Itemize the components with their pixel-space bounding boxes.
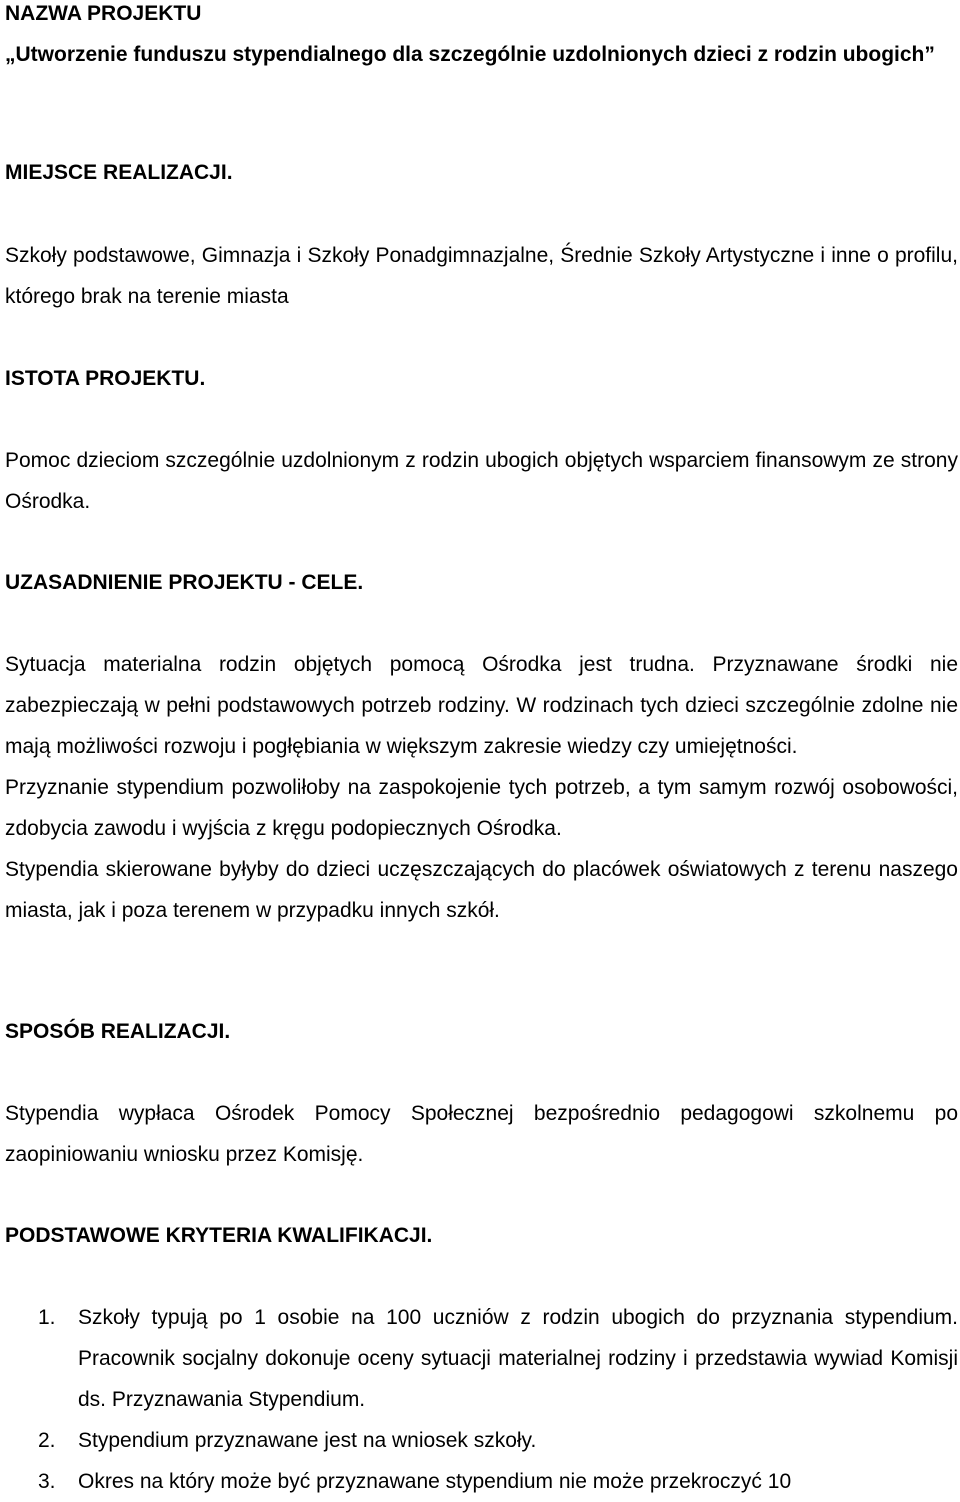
justification-text-block <box>5 644 958 931</box>
essence-heading: ISTOTA PROJEKTU. <box>5 367 206 390</box>
justification-heading: UZASADNIENIE PROJEKTU - CELE. <box>5 571 364 594</box>
list-item <box>38 1420 958 1461</box>
list-item-text: Stypendium przyznawane jest na wniosek szkoły. <box>78 1429 537 1452</box>
method-section <box>5 1011 958 1052</box>
essence-text: Pomoc dzieciom szczególnie uzdolnionym z rodzin ubogich objętych wsparciem finansowym ze strony Ośrodka. <box>5 449 958 513</box>
essence-text-block <box>5 440 958 522</box>
criteria-list <box>38 1297 958 1502</box>
list-item-number: 3. <box>38 1470 56 1493</box>
method-heading: SPOSÓB REALIZACJI. <box>5 1020 231 1043</box>
location-section <box>5 152 958 193</box>
location-text-block <box>5 235 958 317</box>
justification-paragraph: Stypendia skierowane byłyby do dzieci uczęszczających do placówek oświatowych z terenu naszego miasta, jak i poza terenem w przypadku innych szkół. <box>5 858 958 922</box>
method-text-block <box>5 1093 958 1175</box>
justification-paragraph: Sytuacja materialna rodzin objętych pomocą Ośrodka jest trudna. Przyznawane środki nie zabezpieczają w pełni podstawowych potrzeb rodziny. W rodzinach tych dzieci szczególnie zdolne nie mają możliwości rozwoju i pogłębiania w większym zakresie wiedzy czy umiejętności. <box>5 653 958 758</box>
list-item-text: Okres na który może być przyznawane stypendium nie może przekroczyć 10 <box>78 1470 792 1493</box>
list-item-number: 2. <box>38 1429 56 1452</box>
list-item-number: 1. <box>38 1306 56 1329</box>
list-item-text: Szkoły typują po 1 osobie na 100 uczniów z rodzin ubogich do przyznania stypendium. Pracownik socjalny dokonuje oceny sytuacji materialnej rodziny i przedstawia wywiad Komisji ds. Przyznawania Stypendium. <box>78 1306 958 1411</box>
location-heading: MIEJSCE REALIZACJI. <box>5 161 233 184</box>
list-item <box>38 1461 958 1502</box>
justification-section <box>5 562 958 603</box>
project-name-heading: NAZWA PROJEKTU <box>5 2 202 25</box>
project-name-section <box>5 0 958 75</box>
list-item <box>38 1297 958 1420</box>
location-text: Szkoły podstawowe, Gimnazja i Szkoły Ponadgimnazjalne, Średnie Szkoły Artystyczne i inne o profilu, którego brak na terenie miasta <box>5 244 958 308</box>
criteria-heading: PODSTAWOWE KRYTERIA KWALIFIKACJI. <box>5 1224 433 1247</box>
essence-section <box>5 358 958 399</box>
justification-paragraph: Przyznanie stypendium pozwoliłoby na zaspokojenie tych potrzeb, a tym samym rozwój osobowości, zdobycia zawodu i wyjścia z kręgu podopiecznych Ośrodka. <box>5 776 958 840</box>
project-title: „Utworzenie funduszu stypendialnego dla szczególnie uzdolnionych dzieci z rodzin ubogich” <box>5 43 935 66</box>
method-text: Stypendia wypłaca Ośrodek Pomocy Społecznej bezpośrednio pedagogowi szkolnemu po zaopiniowaniu wniosku przez Komisję. <box>5 1102 958 1166</box>
criteria-section <box>5 1215 958 1256</box>
